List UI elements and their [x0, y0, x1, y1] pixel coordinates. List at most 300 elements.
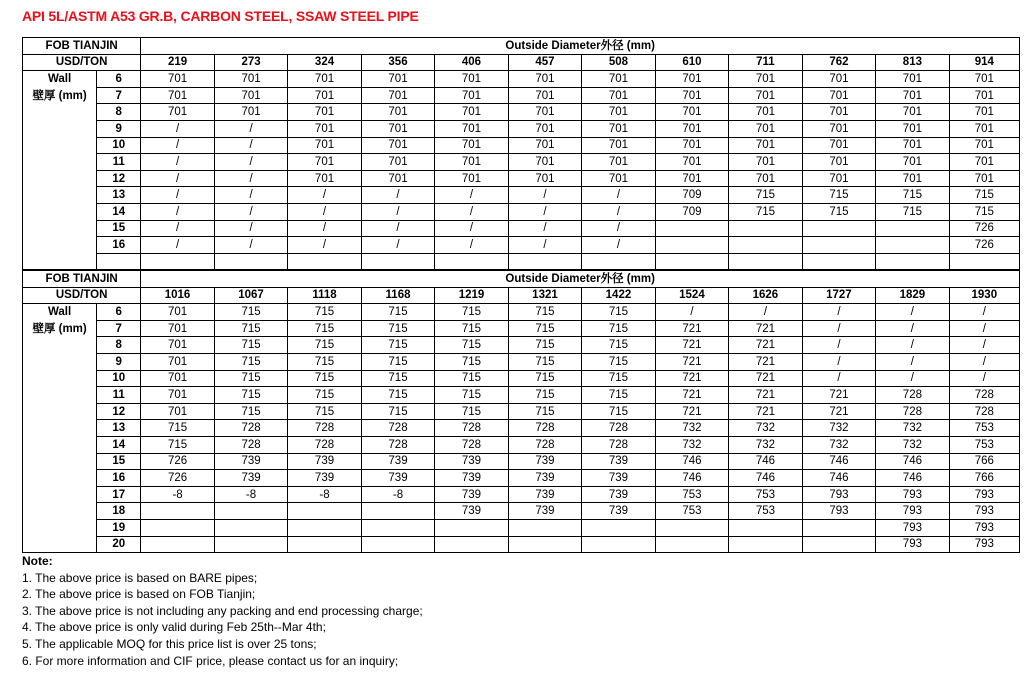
price-cell: 701 — [141, 304, 214, 321]
price-cell: 715 — [214, 370, 287, 387]
price-cell: 701 — [582, 120, 655, 137]
price-cell: / — [214, 203, 287, 220]
price-cell: 721 — [655, 387, 728, 404]
note-item: 5. The applicable MOQ for this price list is over 25 tons; — [22, 636, 317, 651]
price-cell: 728 — [582, 420, 655, 437]
table-row — [23, 420, 1020, 437]
price-cell: 701 — [876, 71, 949, 88]
price-cell: / — [949, 304, 1019, 321]
wall-thickness-cell: 17 — [97, 486, 141, 503]
wall-thickness-cell: 14 — [97, 436, 141, 453]
price-cell: / — [435, 237, 508, 254]
note-item: 3. The above price is not including any packing and end processing charge; — [22, 603, 423, 618]
price-cell: / — [361, 187, 434, 204]
price-cell: 793 — [876, 519, 949, 536]
table-row — [23, 154, 1020, 171]
price-cell: 701 — [435, 104, 508, 121]
price-cell: 701 — [435, 154, 508, 171]
price-cell — [876, 220, 949, 237]
table-row — [23, 370, 1020, 387]
price-cell — [729, 220, 802, 237]
price-cell: / — [729, 304, 802, 321]
table-row — [23, 486, 1020, 503]
price-cell: 701 — [729, 120, 802, 137]
wall-label: Wall — [23, 304, 97, 321]
price-cell: 715 — [361, 353, 434, 370]
price-cell: 701 — [582, 137, 655, 154]
price-cell: / — [876, 337, 949, 354]
price-cell: 715 — [361, 403, 434, 420]
price-cell: 715 — [361, 387, 434, 404]
price-cell: 715 — [214, 304, 287, 321]
price-cell — [288, 536, 361, 553]
price-cell: 766 — [949, 453, 1019, 470]
table-row — [23, 137, 1020, 154]
price-cell: 701 — [361, 170, 434, 187]
price-cell — [729, 536, 802, 553]
diameter-header-cell: 1016 — [141, 287, 214, 304]
wall-thickness-cell: 11 — [97, 154, 141, 171]
wall-thickness-cell: 6 — [97, 304, 141, 321]
price-cell: / — [949, 353, 1019, 370]
price-cell: 701 — [876, 87, 949, 104]
price-cell: 701 — [802, 104, 875, 121]
price-cell: 701 — [288, 170, 361, 187]
price-cell — [582, 536, 655, 553]
price-cell: / — [141, 120, 214, 137]
price-cell: 732 — [802, 420, 875, 437]
wall-label-blank — [23, 503, 97, 520]
price-cell: 728 — [435, 420, 508, 437]
price-cell: / — [582, 237, 655, 254]
notes-section — [22, 553, 423, 669]
price-cell — [361, 253, 434, 270]
price-cell: 715 — [214, 403, 287, 420]
wall-label-blank — [23, 436, 97, 453]
price-cell — [435, 519, 508, 536]
price-cell: 701 — [141, 337, 214, 354]
price-cell: 715 — [435, 320, 508, 337]
price-cell: 793 — [949, 536, 1019, 553]
price-cell — [802, 220, 875, 237]
price-cell: 709 — [655, 203, 728, 220]
price-cell: / — [508, 220, 581, 237]
price-cell — [729, 237, 802, 254]
table-row — [23, 536, 1020, 553]
price-cell: 715 — [361, 320, 434, 337]
price-cell: 701 — [729, 154, 802, 171]
price-cell: 739 — [508, 486, 581, 503]
price-cell: 728 — [508, 420, 581, 437]
price-cell — [141, 503, 214, 520]
price-cell: 732 — [802, 436, 875, 453]
wall-thickness-cell: 10 — [97, 370, 141, 387]
diameter-header-cell: 1829 — [876, 287, 949, 304]
wall-thickness-cell: 12 — [97, 403, 141, 420]
price-table-large-diameters — [22, 270, 1020, 553]
price-cell — [876, 253, 949, 270]
price-cell: 701 — [214, 87, 287, 104]
table-row — [23, 387, 1020, 404]
price-cell: 721 — [729, 387, 802, 404]
table-row — [23, 320, 1020, 337]
price-cell: / — [288, 220, 361, 237]
price-cell: 793 — [802, 486, 875, 503]
price-cell: 739 — [435, 503, 508, 520]
table-row — [23, 253, 1020, 270]
price-cell: / — [214, 137, 287, 154]
wall-label-blank — [23, 387, 97, 404]
price-cell: / — [949, 370, 1019, 387]
price-cell: 701 — [582, 104, 655, 121]
price-cell: -8 — [361, 486, 434, 503]
price-cell: 701 — [582, 87, 655, 104]
price-cell: 701 — [508, 104, 581, 121]
wall-thickness-cell: 19 — [97, 519, 141, 536]
note-item: 4. The above price is only valid during Feb 25th--Mar 4th; — [22, 620, 326, 635]
wall-thickness-cell: 15 — [97, 220, 141, 237]
corner-label-unit: USD/TON — [23, 54, 141, 71]
price-cell: 728 — [288, 436, 361, 453]
price-cell: / — [214, 220, 287, 237]
diameter-header-cell: 762 — [802, 54, 875, 71]
diameter-header-cell: 1168 — [361, 287, 434, 304]
price-cell: 739 — [361, 453, 434, 470]
price-cell: / — [141, 170, 214, 187]
price-cell: 739 — [435, 453, 508, 470]
price-cell: / — [508, 187, 581, 204]
price-cell: 701 — [876, 170, 949, 187]
price-cell — [361, 503, 434, 520]
price-cell: 715 — [876, 187, 949, 204]
price-cell: / — [582, 220, 655, 237]
price-cell: 728 — [508, 436, 581, 453]
price-cell — [214, 536, 287, 553]
wall-label-blank — [23, 120, 97, 137]
diameter-header-cell: 273 — [214, 54, 287, 71]
price-cell: 715 — [435, 304, 508, 321]
note-item: 1. The above price is based on BARE pipes; — [22, 570, 258, 585]
wall-label-blank — [23, 137, 97, 154]
price-cell: / — [141, 237, 214, 254]
price-cell: 715 — [508, 320, 581, 337]
price-cell: / — [361, 203, 434, 220]
price-cell: -8 — [214, 486, 287, 503]
price-cell: 701 — [802, 154, 875, 171]
price-cell: / — [802, 353, 875, 370]
price-cell: 732 — [655, 420, 728, 437]
price-cell: 715 — [582, 387, 655, 404]
price-cell: 793 — [949, 486, 1019, 503]
wall-thickness-cell: 11 — [97, 387, 141, 404]
price-cell: 701 — [508, 154, 581, 171]
price-cell: 715 — [582, 403, 655, 420]
price-cell: 715 — [729, 203, 802, 220]
price-cell: / — [214, 154, 287, 171]
price-cell: 793 — [876, 536, 949, 553]
price-cell: 701 — [876, 120, 949, 137]
price-cell: / — [361, 220, 434, 237]
price-cell: 701 — [582, 71, 655, 88]
corner-label-fob: FOB TIANJIN — [23, 38, 141, 55]
table-row — [23, 87, 1020, 104]
price-cell: 701 — [508, 71, 581, 88]
price-cell: 701 — [655, 137, 728, 154]
wall-label-blank — [23, 154, 97, 171]
wall-label-blank — [23, 420, 97, 437]
price-cell — [949, 253, 1019, 270]
price-cell: / — [214, 120, 287, 137]
price-cell — [361, 519, 434, 536]
price-cell: 728 — [876, 387, 949, 404]
price-cell: 701 — [729, 87, 802, 104]
table-row — [23, 470, 1020, 487]
price-cell: -8 — [288, 486, 361, 503]
price-cell: 728 — [288, 420, 361, 437]
price-cell: / — [802, 337, 875, 354]
price-cell: 701 — [876, 104, 949, 121]
price-cell — [288, 253, 361, 270]
price-cell — [655, 237, 728, 254]
price-cell: 715 — [361, 304, 434, 321]
price-cell: 701 — [288, 120, 361, 137]
price-cell: 746 — [729, 453, 802, 470]
price-cell: 701 — [361, 104, 434, 121]
price-cell — [802, 536, 875, 553]
price-cell: 721 — [655, 403, 728, 420]
price-cell: 746 — [655, 453, 728, 470]
wall-label-chinese: 壁厚 (mm) — [23, 320, 97, 337]
wall-thickness-cell: 6 — [97, 71, 141, 88]
price-cell: 715 — [508, 337, 581, 354]
wall-label-blank — [23, 519, 97, 536]
price-cell: 793 — [876, 486, 949, 503]
price-cell: 721 — [729, 403, 802, 420]
price-cell: 701 — [141, 104, 214, 121]
price-cell: 715 — [214, 337, 287, 354]
price-cell: 701 — [214, 71, 287, 88]
price-cell: 721 — [655, 320, 728, 337]
price-cell: 701 — [655, 120, 728, 137]
price-cell: 701 — [141, 71, 214, 88]
price-cell: 739 — [214, 470, 287, 487]
price-cell: 715 — [288, 370, 361, 387]
wall-label-blank — [23, 337, 97, 354]
price-cell: 721 — [655, 370, 728, 387]
corner-label-unit: USD/TON — [23, 287, 141, 304]
price-cell: 715 — [435, 387, 508, 404]
price-cell: 746 — [655, 470, 728, 487]
wall-label-blank — [23, 453, 97, 470]
price-cell: 715 — [141, 436, 214, 453]
price-cell — [288, 503, 361, 520]
price-cell: 728 — [214, 436, 287, 453]
wall-label-blank — [23, 170, 97, 187]
price-cell: 739 — [582, 453, 655, 470]
price-cell: / — [435, 220, 508, 237]
price-cell — [288, 519, 361, 536]
price-cell: 793 — [802, 503, 875, 520]
price-cell: / — [655, 304, 728, 321]
price-cell: 701 — [214, 104, 287, 121]
diameter-header-cell: 1321 — [508, 287, 581, 304]
price-cell: 732 — [876, 420, 949, 437]
price-cell: 739 — [214, 453, 287, 470]
price-cell: 746 — [802, 453, 875, 470]
price-cell: / — [876, 304, 949, 321]
price-cell: 715 — [361, 337, 434, 354]
wall-thickness-cell: 18 — [97, 503, 141, 520]
price-cell: 715 — [288, 320, 361, 337]
table-row — [23, 436, 1020, 453]
table-row — [23, 170, 1020, 187]
price-cell: / — [508, 203, 581, 220]
diameter-header-cell: 406 — [435, 54, 508, 71]
wall-label-blank — [23, 353, 97, 370]
price-cell: 701 — [361, 87, 434, 104]
price-cell: / — [949, 320, 1019, 337]
price-cell: 701 — [361, 137, 434, 154]
diameter-header-cell: 1524 — [655, 287, 728, 304]
wall-label-blank — [23, 536, 97, 553]
diameter-header-cell: 457 — [508, 54, 581, 71]
wall-thickness-cell: 16 — [97, 237, 141, 254]
diameter-header-cell: 1930 — [949, 287, 1019, 304]
price-cell: / — [802, 304, 875, 321]
diameter-header-cell: 219 — [141, 54, 214, 71]
price-cell: 739 — [508, 453, 581, 470]
price-cell: 721 — [802, 403, 875, 420]
price-cell: 701 — [435, 71, 508, 88]
price-cell: 701 — [802, 120, 875, 137]
price-cell: 726 — [949, 220, 1019, 237]
price-cell: 715 — [729, 187, 802, 204]
price-cell: / — [214, 237, 287, 254]
price-cell: 701 — [729, 170, 802, 187]
price-cell — [582, 253, 655, 270]
wall-label-blank — [23, 187, 97, 204]
price-cell: 732 — [729, 436, 802, 453]
price-cell — [435, 536, 508, 553]
price-cell: 701 — [141, 87, 214, 104]
diameter-header-cell: 1727 — [802, 287, 875, 304]
price-cell — [729, 519, 802, 536]
price-cell: 732 — [729, 420, 802, 437]
price-cell: 701 — [949, 170, 1019, 187]
price-cell: 739 — [582, 470, 655, 487]
price-cell: 715 — [288, 387, 361, 404]
price-cell: 715 — [214, 353, 287, 370]
wall-thickness-cell: 12 — [97, 170, 141, 187]
price-cell: -8 — [141, 486, 214, 503]
diameter-header-cell: 813 — [876, 54, 949, 71]
price-cell: 701 — [141, 353, 214, 370]
price-cell: 715 — [435, 337, 508, 354]
price-cell: 701 — [288, 87, 361, 104]
price-cell: 753 — [949, 420, 1019, 437]
price-cell: 746 — [729, 470, 802, 487]
wall-thickness-cell: 8 — [97, 104, 141, 121]
price-cell — [655, 220, 728, 237]
price-cell: 739 — [361, 470, 434, 487]
price-cell: 739 — [508, 470, 581, 487]
wall-label-blank — [23, 370, 97, 387]
note-item: 2. The above price is based on FOB Tianjin; — [22, 587, 256, 602]
price-cell: 701 — [288, 154, 361, 171]
diameter-header-cell: 1067 — [214, 287, 287, 304]
price-cell: 701 — [288, 104, 361, 121]
price-cell: 701 — [655, 170, 728, 187]
price-cell: 721 — [729, 320, 802, 337]
price-cell: 701 — [141, 320, 214, 337]
table-row — [23, 71, 1020, 88]
price-cell: 715 — [361, 370, 434, 387]
price-cell: / — [141, 203, 214, 220]
diameter-header-cell: 711 — [729, 54, 802, 71]
price-table-small-diameters — [22, 37, 1020, 270]
price-cell — [876, 237, 949, 254]
price-cell: 701 — [435, 137, 508, 154]
outside-diameter-header: Outside Diameter外径 (mm) — [141, 271, 1020, 288]
price-cell: 715 — [214, 320, 287, 337]
diameter-header-cell: 508 — [582, 54, 655, 71]
price-cell: 701 — [582, 154, 655, 171]
price-cell: / — [582, 187, 655, 204]
price-cell: 746 — [876, 453, 949, 470]
wall-label-blank — [23, 203, 97, 220]
price-cell: / — [949, 337, 1019, 354]
price-cell: 728 — [361, 420, 434, 437]
price-cell: 701 — [288, 137, 361, 154]
table-row — [23, 353, 1020, 370]
price-cell: 715 — [582, 304, 655, 321]
price-cell: 701 — [802, 71, 875, 88]
corner-label-fob: FOB TIANJIN — [23, 271, 141, 288]
wall-thickness-cell: 20 — [97, 536, 141, 553]
price-cell — [802, 253, 875, 270]
price-cell — [435, 253, 508, 270]
price-cell — [141, 536, 214, 553]
table-row — [23, 203, 1020, 220]
price-cell: 721 — [729, 370, 802, 387]
price-cell — [141, 253, 214, 270]
price-cell: 701 — [508, 137, 581, 154]
price-cell: 715 — [288, 304, 361, 321]
price-cell: 728 — [949, 403, 1019, 420]
price-cell: 701 — [949, 104, 1019, 121]
price-cell — [214, 519, 287, 536]
price-cell: / — [214, 170, 287, 187]
price-cell: 728 — [949, 387, 1019, 404]
price-cell: / — [288, 187, 361, 204]
price-cell: 701 — [141, 387, 214, 404]
table-row — [23, 337, 1020, 354]
price-cell: 715 — [949, 203, 1019, 220]
diameter-header-cell: 914 — [949, 54, 1019, 71]
wall-thickness-cell: 9 — [97, 120, 141, 137]
price-cell: 715 — [435, 370, 508, 387]
table-row — [23, 237, 1020, 254]
price-cell — [655, 536, 728, 553]
price-cell: 701 — [729, 71, 802, 88]
document-title: API 5L/ASTM A53 GR.B, CARBON STEEL, SSAW STEEL PIPE — [22, 8, 419, 24]
price-cell: 701 — [876, 154, 949, 171]
price-cell: 715 — [141, 420, 214, 437]
price-cell: 715 — [582, 370, 655, 387]
price-cell: 701 — [582, 170, 655, 187]
price-cell: 739 — [435, 486, 508, 503]
price-cell: 728 — [361, 436, 434, 453]
